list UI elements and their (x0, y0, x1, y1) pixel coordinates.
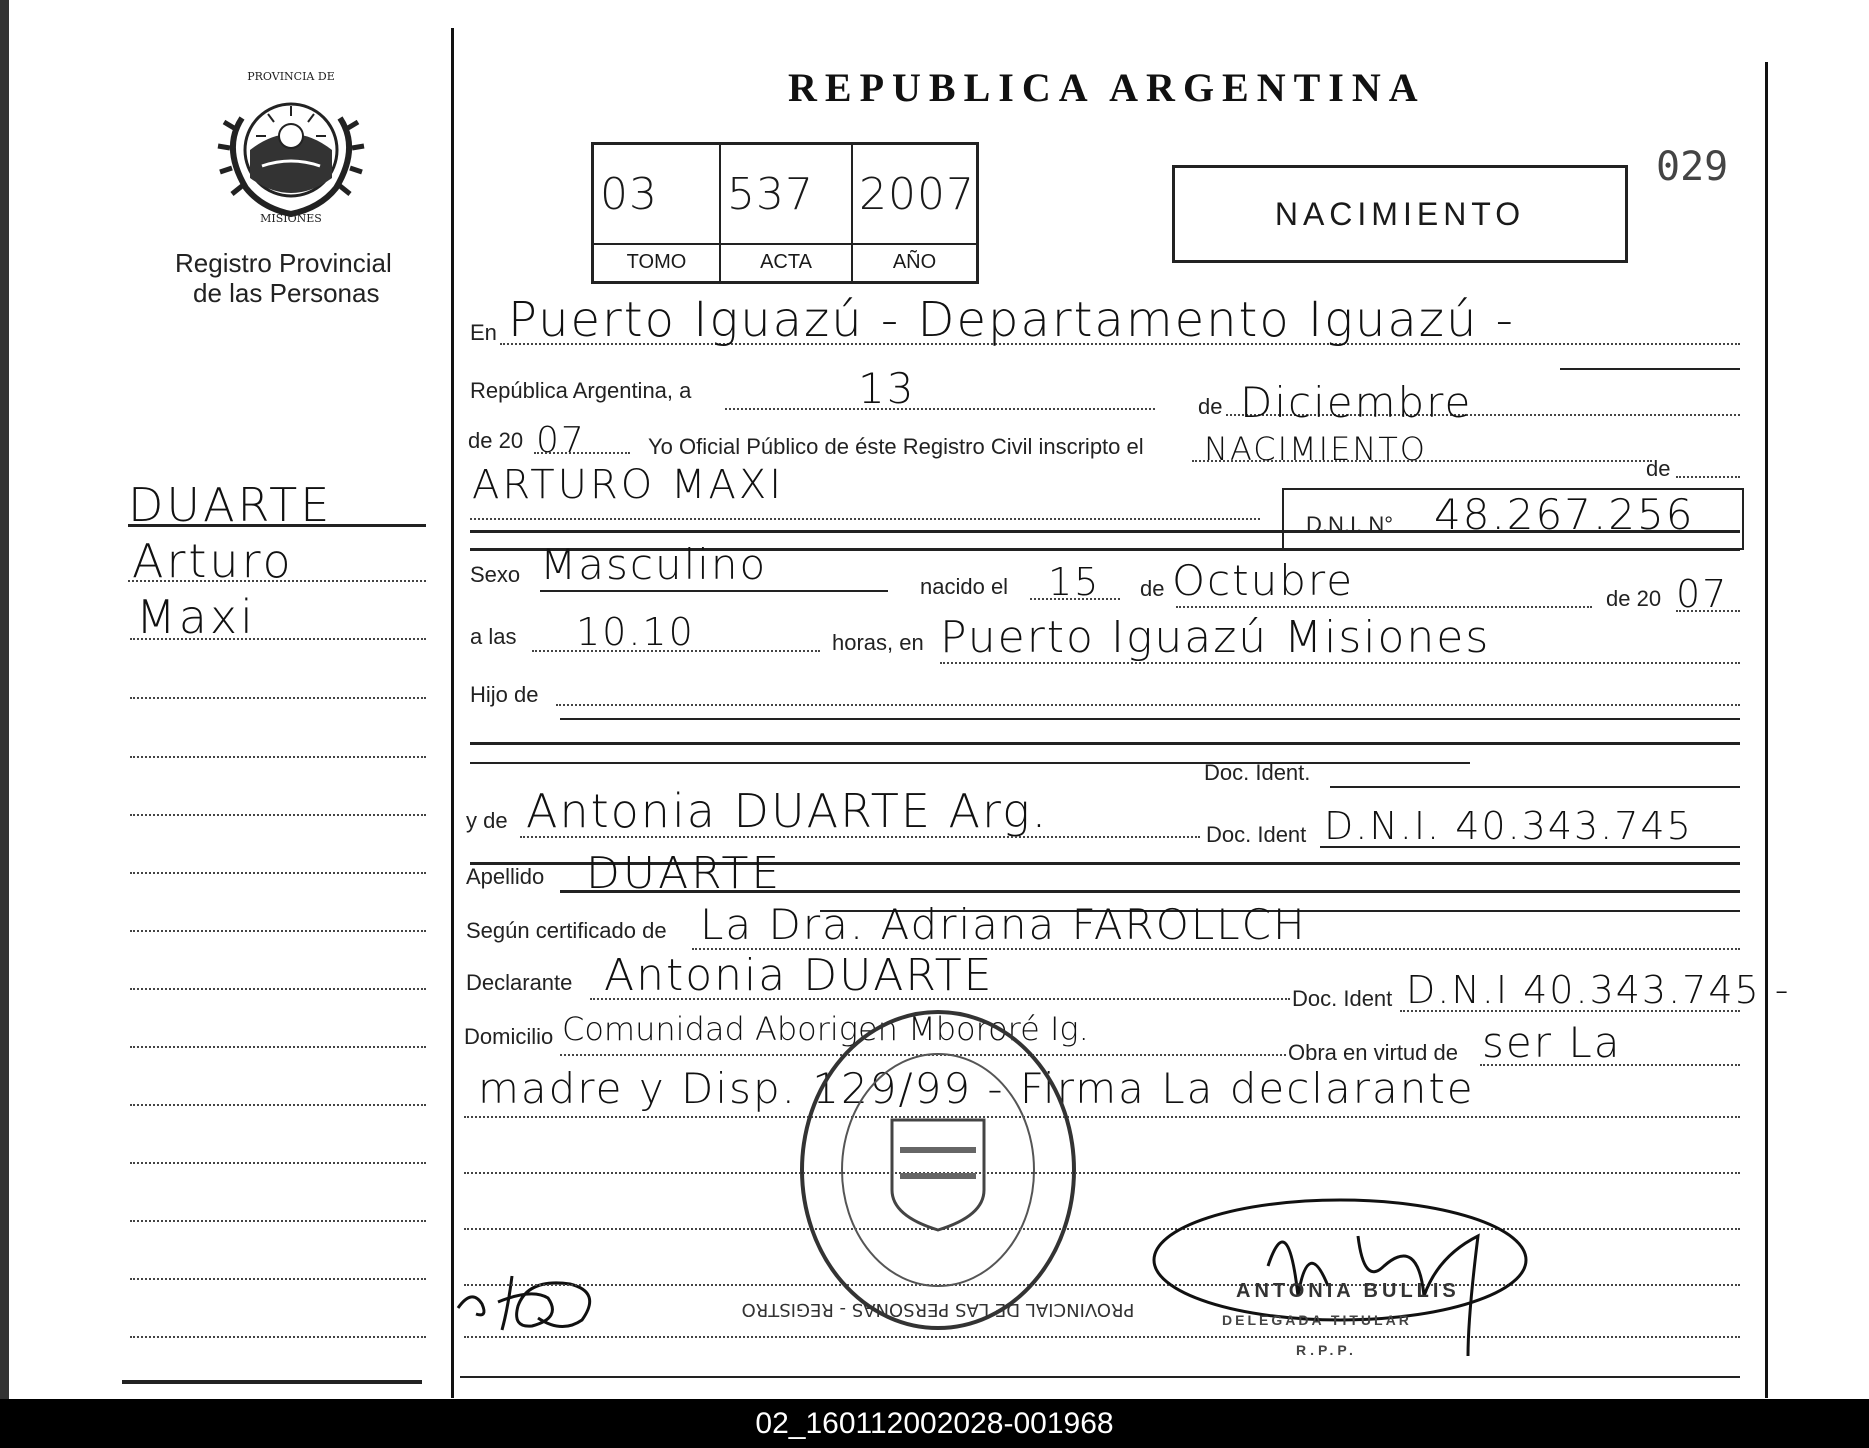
en-line-end (1560, 368, 1740, 370)
hijo-line (556, 704, 1740, 706)
birth-place-line (940, 662, 1740, 664)
margin-initials-signature (452, 1258, 632, 1338)
registration-month: Diciembre (1240, 378, 1473, 427)
record-type-box (1172, 165, 1628, 263)
margin-line-12 (130, 1220, 426, 1222)
apellido-value: DUARTE (586, 848, 783, 899)
tomo-value: 03 (600, 169, 658, 220)
registry-name-line1: Registro Provincial (175, 248, 392, 278)
birth-year-prefix: de 20 (1606, 586, 1662, 611)
doc-ident-label-2: Doc. Ident (1206, 822, 1307, 847)
declarante-value: Antonia DUARTE (604, 950, 994, 1001)
birth-year-suffix: 07 (1676, 572, 1729, 616)
obra-value: ser La (1482, 1018, 1622, 1067)
record-type-label: NACIMIENTO (1274, 196, 1526, 232)
acta-label: ACTA (721, 243, 851, 279)
de-label-1: de (1198, 394, 1223, 419)
declarante-dni: D.N.I 40.343.745 - (1406, 968, 1791, 1012)
continuation-line-3 (464, 1228, 1740, 1230)
page-number: 029 (1656, 144, 1729, 190)
margin-surname-underline (128, 524, 426, 527)
anio-value: 2007 (859, 169, 975, 220)
margin-line-8 (130, 988, 426, 990)
doc-ident-label-1: Doc. Ident. (1204, 760, 1311, 785)
name-section-rule (470, 530, 1740, 533)
stamp-org: R.P.P. (1296, 1342, 1357, 1358)
child-dni-value: 48.267.256 (1434, 490, 1695, 539)
continuation-line-5 (464, 1336, 1740, 1338)
child-dni-box (1282, 488, 1744, 550)
oficial-text: Yo Oficial Público de éste Registro Civil inscripto el (648, 434, 1144, 459)
child-name-line (470, 518, 1260, 520)
child-dni-label: D.N.I. N° (1306, 512, 1394, 537)
certificado-value: La Dra. Adriana FAROLLCH (700, 900, 1307, 949)
sexo-value: Masculino (540, 540, 768, 589)
hijo-rule-2 (470, 742, 1740, 745)
birth-month-line (1176, 606, 1592, 608)
mother-doc-line (1320, 846, 1740, 848)
republica-label: República Argentina, a (470, 378, 692, 403)
left-scan-edge (0, 0, 9, 1399)
obra-label: Obra en virtud de (1288, 1040, 1458, 1065)
provincial-seal-icon (212, 58, 370, 226)
seal-text-bottom: MISIONES (260, 212, 322, 225)
stamp-name: ANTONIA BULLIS (1236, 1280, 1460, 1302)
margin-line-1 (128, 580, 426, 582)
birth-time: 10.10 (576, 610, 695, 654)
doc-ident-label-3: Doc. Ident (1292, 986, 1393, 1011)
mother-dni: D.N.I. 40.343.745 (1324, 804, 1693, 848)
margin-middle-name: Maxi (136, 590, 256, 644)
margin-line-11 (130, 1162, 426, 1164)
birth-place: Puerto Iguazú Misiones (940, 612, 1491, 663)
registration-day: 13 (858, 364, 916, 413)
mother-name: Antonia DUARTE Arg. (526, 784, 1049, 838)
inscription-type: NACIMIENTO (1204, 430, 1427, 468)
continuation-line-2 (464, 1172, 1740, 1174)
father-line (470, 762, 1470, 764)
year-prefix: de 20 (468, 428, 524, 453)
continuation-line-1 (464, 1116, 1740, 1118)
margin-line-6 (130, 872, 426, 874)
year-line (534, 452, 630, 454)
birth-day: 15 (1048, 560, 1101, 604)
day-line (725, 408, 1155, 410)
registry-name-line2: de las Personas (193, 278, 380, 308)
birth-registration-place: Puerto Iguazú - Departamento Iguazú - (508, 292, 1515, 348)
hijo-label: Hijo de (470, 682, 539, 707)
margin-line-3 (130, 697, 426, 699)
margin-line-5 (130, 814, 426, 816)
margin-line-14 (130, 1336, 426, 1338)
form-bottom-rule (460, 1376, 1740, 1378)
nacido-label: nacido el (920, 574, 1009, 599)
de-label-3: de (1140, 576, 1165, 601)
de-line-2 (1676, 476, 1740, 478)
seal-text-top: PROVINCIA DE (247, 70, 335, 83)
mother-name-line (520, 836, 1200, 838)
registration-year-suffix: 07 (536, 420, 586, 461)
continuation-line-4 (464, 1284, 1740, 1286)
declarante-label: Declarante (466, 970, 573, 995)
sexo-label: Sexo (470, 562, 521, 587)
margin-line-9 (130, 1046, 426, 1048)
stamp-role: DELEGADA TITULAR (1222, 1312, 1412, 1328)
obra-continuation: madre y Disp. 129/99 - Firma La declarante (478, 1064, 1475, 1113)
right-page-border (1765, 62, 1768, 1398)
margin-line-13 (130, 1278, 426, 1280)
margin-surname: DUARTE (128, 478, 333, 532)
tomo-cell (594, 145, 721, 281)
tomo-label: TOMO (594, 243, 719, 279)
hijo-rule (560, 718, 1740, 720)
round-stamp-text: PROVINCIAL DE LAS PERSONAS - REGISTRO (741, 1299, 1135, 1320)
en-label: En (470, 320, 497, 345)
apellido-line (560, 890, 1740, 893)
horas-label: horas, en (832, 630, 924, 655)
registry-round-stamp (741, 1000, 1135, 1340)
declarante-dni-line (1400, 1010, 1740, 1012)
margin-bottom-rule (122, 1380, 422, 1384)
alas-label: a las (470, 624, 517, 649)
margin-line-10 (130, 1104, 426, 1106)
acta-value: 537 (727, 169, 814, 220)
margin-first-name: Arturo (132, 534, 294, 588)
birth-month: Octubre (1172, 556, 1355, 605)
margin-line-7 (130, 930, 426, 932)
margin-line-4 (130, 756, 426, 758)
apellido-label: Apellido (466, 864, 545, 889)
sexo-line (540, 590, 888, 592)
acta-cell (721, 145, 853, 281)
father-doc-line (1330, 786, 1740, 788)
file-id-footer: 02_160112002028-001968 (0, 1399, 1869, 1448)
anio-cell (853, 145, 976, 281)
anio-label: AÑO (853, 243, 976, 279)
birth-year-line (1676, 610, 1740, 612)
de-label-2: de (1646, 456, 1671, 481)
record-number-table (591, 142, 979, 284)
margin-line-2 (130, 638, 426, 640)
domicilio-label: Domicilio (464, 1024, 554, 1049)
domicilio-value: Comunidad Aborigen Mbororé Ig. (562, 1010, 1089, 1048)
left-margin-divider (451, 28, 454, 1398)
obra-line (1480, 1064, 1740, 1066)
yde-label: y de (466, 808, 508, 833)
country-title: REPUBLICA ARGENTINA (788, 65, 1426, 110)
certificado-label: Según certificado de (466, 918, 667, 943)
child-full-name: ARTURO MAXI (472, 462, 785, 508)
